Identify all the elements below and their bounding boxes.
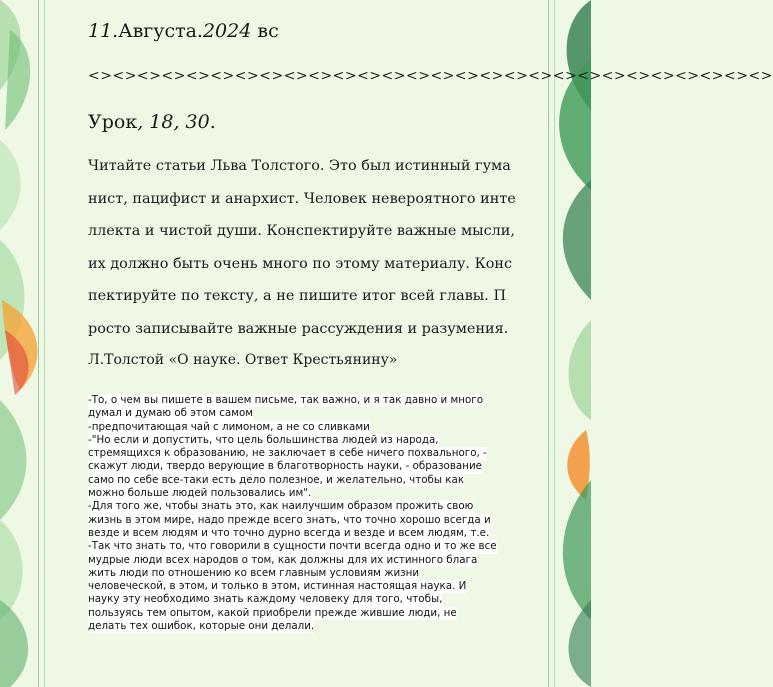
quote-line: -Так что знать то, что говорили в сущности почти всегда одно и то же все (88, 540, 497, 553)
date-year: 2024 (202, 20, 252, 42)
paragraph-line: ллекта и чистой души. Конспектируйте важные мысли, (88, 223, 515, 239)
paragraph-line: их должно быть очень много по этому материалу. Конс (88, 255, 513, 272)
ornament-divider: <><><><><><><><><><><><><><><><><><><><><><><><><><><><> (88, 68, 773, 84)
lesson-label: Урок (88, 111, 138, 133)
paragraph-line: Читайте статьи Льва Толстого. Это был истинный гума (88, 158, 511, 174)
quote-line: мудрые люди всех народов о том, как должны для их истинного блага (88, 553, 478, 566)
date-heading (88, 20, 279, 42)
quote-line: делать тех ошибок, которые они делали. (88, 620, 315, 633)
quote-line: думал и думаю об этом самом (88, 407, 254, 420)
foliage-right-decoration (531, 0, 591, 687)
page-border-right-inner (554, 0, 555, 687)
quote-block (88, 394, 504, 633)
paragraph-line: нист, пацифист и анархист. Человек невероятного инте (88, 190, 516, 207)
page-border-left (38, 0, 39, 687)
quote-line: -предпочитающая чай с лимоном, а не со сливками (88, 420, 370, 433)
quote-line: -То, о чем вы пишете в вашем письме, так важно, и я так давно и много (88, 394, 484, 406)
paragraph-line: пектируйте по тексту, а не пишите итог всей главы. П (88, 288, 506, 304)
lesson-numbers: , 18, 30. (137, 111, 216, 133)
quote-line: можно больше людей пользовались им". (88, 487, 312, 500)
date-day: 11. (88, 20, 119, 42)
quote-line: науку эту необходимо знать каждому человеку для того, чтобы, (88, 593, 443, 606)
quote-line: везде и всем людям и что точно дурно всегда и везде и всем людям, т.е. (88, 526, 490, 539)
article-subtitle: Л.Толстой «О науке. Ответ Крестьянину» (88, 352, 398, 368)
quote-line: скажут люди, твердо верующие в благотворность науки, - образование (88, 460, 482, 473)
quote-line: пользуясь тем опытом, какой приобрели прежде жившие люди, не (88, 606, 457, 619)
quote-line: жить люди по отношению ко всем главным условиям жизни (88, 566, 420, 579)
lesson-heading (88, 111, 216, 133)
instruction-paragraph (88, 150, 516, 345)
quote-line: жизнь в этом мире, надо прежде всего знать, что точно хорошо всегда и (88, 513, 491, 526)
quote-line: -"Но если и допустить, что цель большинства людей из народа, (88, 433, 439, 446)
quote-line: человеческой, в этом, и только в этом, истинная настоящая наука. И (88, 580, 467, 593)
date-weekday: вс (251, 20, 279, 42)
date-month: Августа. (118, 20, 203, 42)
paragraph-line: росто записывайте важные рассуждения и разумения. (88, 320, 509, 337)
foliage-left-decoration (0, 0, 60, 687)
page-border-left-inner (44, 0, 45, 687)
quote-line: само по себе все-таки есть дело полезное, и желательно, чтобы как (88, 473, 465, 486)
quote-line: стремящихся к образованию, не заключает в себе ничего похвального, - (88, 447, 487, 460)
quote-line: -Для того же, чтобы знать это, как наилучшим образом прожить свою (88, 500, 474, 513)
page-border-right (548, 0, 549, 687)
